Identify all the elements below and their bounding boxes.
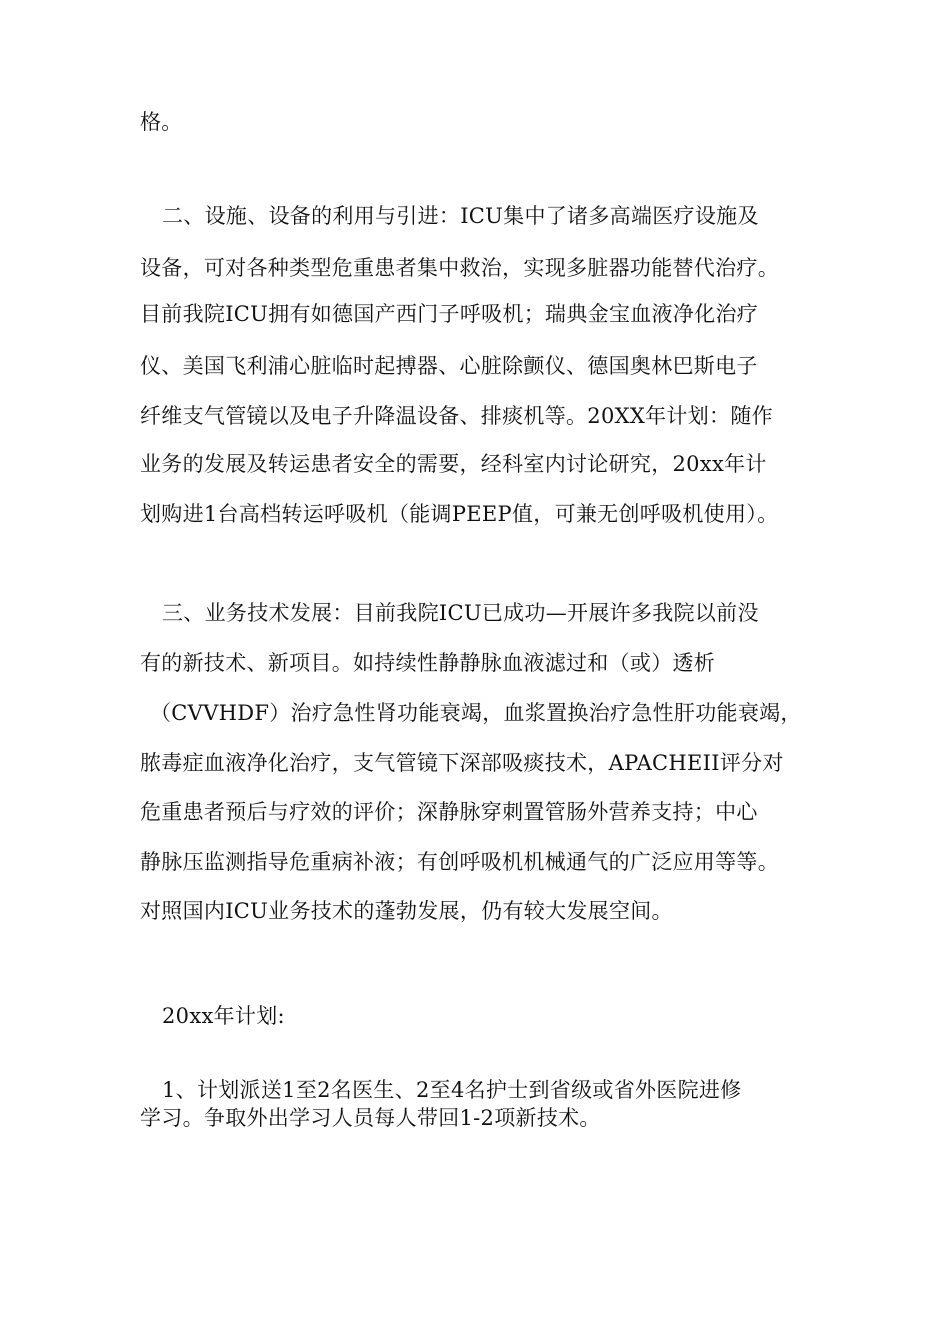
section-two-line: 纤维支气管镜以及电子升降温设备、排痰机等。20XX年计划：随作: [140, 404, 773, 428]
section-two-line: 二、设施、设备的利用与引进：ICU集中了诸多高端医疗设施及: [162, 204, 759, 228]
plan-item-line: 1、计划派送1至2名医生、2至4名护士到省级或省外医院进修: [162, 1078, 742, 1102]
section-three-line: （CVVHDF）治疗急性肾功能衰竭，血浆置换治疗急性肝功能衰竭，: [150, 701, 802, 725]
plan-heading: 20xx年计划:: [162, 1004, 285, 1028]
paragraph-fragment: 格。: [140, 110, 183, 134]
section-three-line: 三、业务技术发展：目前我院ICU已成功—开展许多我院以前没: [162, 601, 759, 625]
section-two-line: 设备，可对各种类型危重患者集中救治，实现多脏器功能替代治疗。: [140, 256, 779, 280]
section-three-line: 静脉压监测指导危重病补液；有创呼吸机机械通气的广泛应用等等。: [140, 850, 779, 874]
section-three-line: 对照国内ICU业务技术的蓬勃发展，仍有较大发展空间。: [140, 899, 673, 923]
section-three-line: 有的新技术、新项目。如持续性静静脉血液滤过和（或）透析: [140, 651, 716, 675]
section-two-line: 划购进1台高档转运呼吸机（能调PEEP值，可兼无创呼吸机使用）。: [140, 502, 779, 526]
section-three-line: 脓毒症血液净化治疗，支气管镜下深部吸痰技术，APACHEII评分对: [140, 751, 784, 775]
section-two-line: 目前我院ICU拥有如德国产西门子呼吸机；瑞典金宝血液净化治疗: [140, 302, 759, 326]
section-two-line: 仪、美国飞利浦心脏临时起搏器、心脏除颤仪、德国奥林巴斯电子: [140, 354, 758, 378]
plan-item-line: 学习。争取外出学习人员每人带回1-2项新技术。: [140, 1106, 601, 1130]
section-three-line: 危重患者预后与疗效的评价；深静脉穿刺置管肠外营养支持；中心: [140, 800, 758, 824]
section-two-line: 业务的发展及转运患者安全的需要，经科室内讨论研究，20xx年计: [140, 452, 767, 476]
